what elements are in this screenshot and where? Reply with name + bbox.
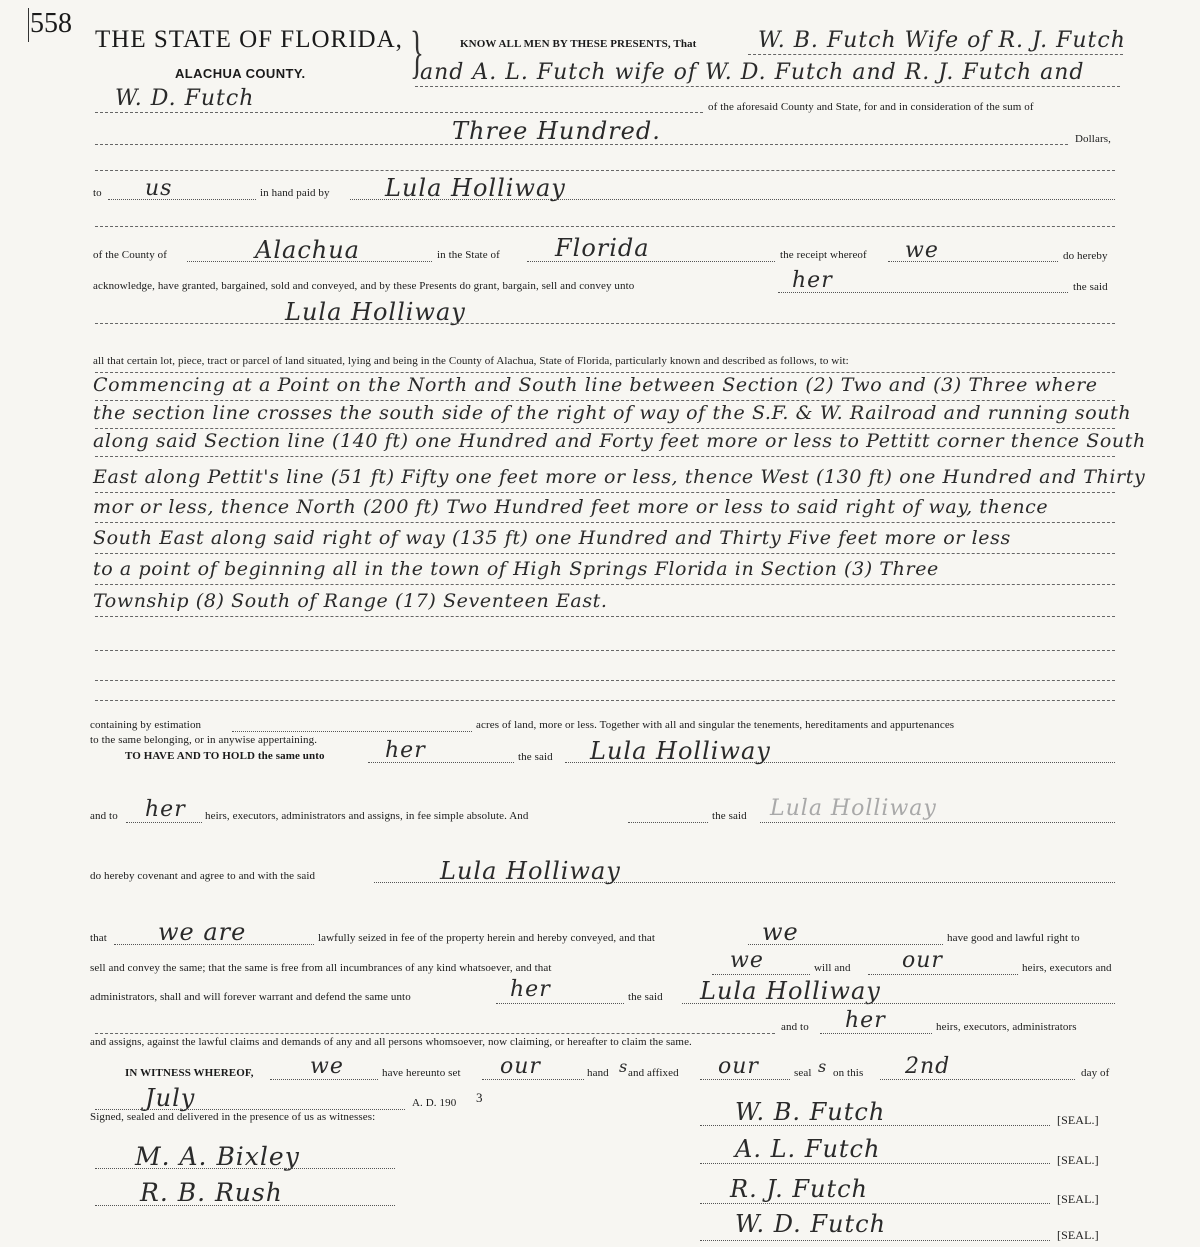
payer-value: Lula Holliway bbox=[385, 174, 566, 202]
underline bbox=[95, 144, 1068, 145]
to-have-label: TO HAVE AND TO HOLD the same unto bbox=[125, 750, 325, 762]
description-line: Township (8) South of Range (17) Seventeen East. bbox=[93, 590, 608, 612]
underline bbox=[95, 112, 703, 113]
underline bbox=[682, 1003, 1115, 1004]
ad-label: A. D. 190 bbox=[412, 1097, 457, 1109]
underline bbox=[700, 1079, 790, 1080]
assigns-text: and assigns, against the lawful claims and demands of any and all persons whomsoever, now claiming, or hereafter to claim the same. bbox=[90, 1036, 692, 1048]
underline bbox=[95, 1168, 395, 1169]
underline bbox=[482, 1079, 584, 1080]
to-have-said-label: the said bbox=[518, 751, 553, 763]
seal-suffix: s bbox=[818, 1057, 828, 1076]
underline bbox=[95, 492, 1115, 493]
and-to-label-2: and to bbox=[781, 1021, 809, 1033]
underline bbox=[95, 1033, 775, 1034]
on-this-label: on this bbox=[833, 1067, 864, 1079]
underline bbox=[778, 292, 1068, 293]
witness-signature: M. A. Bixley bbox=[135, 1142, 300, 1171]
underline bbox=[95, 522, 1115, 523]
day-value: 2nd bbox=[905, 1054, 951, 1079]
to-value: us bbox=[145, 176, 173, 201]
consideration-text: of the aforesaid County and State, for and in consideration of the sum of bbox=[708, 101, 1034, 113]
underline bbox=[628, 822, 708, 823]
underline bbox=[232, 731, 472, 732]
said-label: the said bbox=[1073, 281, 1108, 293]
covenant-label: do hereby covenant and agree to and with the said bbox=[90, 870, 316, 882]
underline bbox=[880, 1079, 1075, 1080]
description-line: Commencing at a Point on the North and South line between Section (2) Two and (3) Three where bbox=[93, 374, 1098, 396]
heirs-text: heirs, executors, administrators and assigns, in fee simple absolute. And bbox=[205, 810, 529, 822]
county-value: Alachua bbox=[255, 236, 360, 264]
and-to-heirs-text: heirs, executors, administrators bbox=[936, 1021, 1077, 1033]
underline bbox=[712, 974, 810, 975]
that-value: we are bbox=[158, 918, 247, 946]
underline bbox=[108, 199, 256, 200]
sell-value-1: we bbox=[730, 948, 764, 973]
description-line: the section line crosses the south side of the right of way of the S.F. & W. Railroad and running south bbox=[93, 402, 1132, 424]
underline bbox=[95, 456, 1115, 457]
underline bbox=[527, 261, 775, 262]
page-number-rule bbox=[28, 8, 30, 42]
underline bbox=[95, 616, 1115, 617]
underline bbox=[95, 1109, 405, 1110]
underline bbox=[368, 762, 514, 763]
that-label: that bbox=[90, 932, 107, 944]
seal-value: our bbox=[718, 1054, 759, 1079]
and-to-value-2: her bbox=[845, 1008, 886, 1033]
sell-value-2: our bbox=[902, 948, 943, 973]
know-all-text: KNOW ALL MEN BY THESE PRESENTS, That bbox=[460, 38, 697, 50]
that-second-value: we bbox=[762, 918, 799, 946]
description-line: to a point of beginning all in the town of High Springs Florida in Section (3) Three bbox=[93, 558, 939, 580]
underline bbox=[700, 1163, 1050, 1164]
month-value: July bbox=[145, 1084, 196, 1112]
belonging-text: to the same belonging, or in anywise appertaining. bbox=[90, 734, 318, 746]
seal-mark: [SEAL.] bbox=[1057, 1192, 1099, 1206]
description-line: mor or less, thence North (200 ft) Two Hundred feet more or less to said right of way, thence bbox=[93, 496, 1049, 518]
underline bbox=[700, 1203, 1050, 1204]
underline bbox=[565, 762, 1115, 763]
in-hand-label: in hand paid by bbox=[260, 187, 330, 199]
land-intro: all that certain lot, piece, tract or parcel of land situated, lying and being in the County of Alachua, State of Florida, particularly known and described as follows, to wit: bbox=[93, 355, 849, 367]
seal-mark: [SEAL.] bbox=[1057, 1113, 1099, 1127]
to-have-said-value: Lula Holliway bbox=[590, 737, 771, 765]
warrant-said-value: Lula Holliway bbox=[700, 977, 881, 1005]
state-label: in the State of bbox=[437, 249, 500, 261]
underline bbox=[95, 553, 1115, 554]
signed-text: Signed, sealed and delivered in the presence of us as witnesses: bbox=[90, 1111, 376, 1123]
amount-value: Three Hundred. bbox=[452, 117, 661, 145]
sell-text: sell and convey the same; that the same is free from all incumbrances of any kind whatsoever, and that bbox=[90, 962, 552, 974]
to-have-value: her bbox=[385, 738, 426, 763]
grantors-line-3: W. D. Futch bbox=[115, 86, 255, 111]
underline bbox=[95, 372, 1115, 373]
covenant-value: Lula Holliway bbox=[440, 857, 621, 885]
will-and-label: will and bbox=[814, 962, 851, 974]
underline bbox=[700, 1125, 1050, 1126]
underline bbox=[820, 1033, 932, 1034]
underline bbox=[187, 261, 432, 262]
underline bbox=[374, 882, 1115, 883]
underline bbox=[748, 54, 1123, 55]
witness-signature: R. B. Rush bbox=[140, 1178, 283, 1207]
grant-text: acknowledge, have granted, bargained, sold and conveyed, and by these Presents do grant, bargain, sell and convey unto bbox=[93, 280, 635, 292]
warrant-text: administrators, shall and will forever warrant and defend the same unto bbox=[90, 991, 411, 1003]
description-line: along said Section line (140 ft) one Hundred and Forty feet more or less to Pettitt corner thence South bbox=[93, 430, 1146, 452]
sell-heirs-text: heirs, executors and bbox=[1022, 962, 1112, 974]
underline bbox=[350, 199, 1115, 200]
containing-label: containing by estimation bbox=[90, 719, 202, 731]
state-value: Florida bbox=[555, 234, 650, 262]
underline bbox=[760, 822, 1115, 823]
state-title: THE STATE OF FLORIDA, bbox=[95, 26, 403, 53]
underline bbox=[888, 261, 1058, 262]
whereof-value: we bbox=[310, 1054, 344, 1079]
heirs-said-label: the said bbox=[712, 810, 747, 822]
underline bbox=[270, 1079, 378, 1080]
of-county-label: of the County of bbox=[93, 249, 168, 261]
grantors-line-2: and A. L. Futch wife of W. D. Futch and R. J. Futch and bbox=[420, 60, 1085, 85]
hereunto-label: have hereunto set bbox=[382, 1067, 461, 1079]
to-label: to bbox=[93, 187, 102, 199]
heirs-said-value: Lula Holliway bbox=[770, 796, 937, 821]
underline bbox=[700, 1240, 1050, 1241]
underline bbox=[114, 944, 314, 945]
grantee-value: Lula Holliway bbox=[285, 298, 466, 326]
seal-mark: [SEAL.] bbox=[1057, 1228, 1099, 1242]
grantors-line-1: W. B. Futch Wife of R. J. Futch bbox=[758, 28, 1126, 53]
grantor-signature: A. L. Futch bbox=[735, 1135, 881, 1163]
dollars-label: Dollars, bbox=[1075, 133, 1111, 145]
grantor-signature: R. J. Futch bbox=[730, 1175, 868, 1203]
hereby-label: do hereby bbox=[1063, 250, 1108, 262]
hand-value: our bbox=[500, 1054, 541, 1079]
hand-suffix: s bbox=[619, 1057, 629, 1076]
title-brace: } bbox=[409, 19, 424, 84]
affixed-label: and affixed bbox=[628, 1067, 679, 1079]
seal-mark: [SEAL.] bbox=[1057, 1153, 1099, 1167]
underline bbox=[95, 584, 1115, 585]
underline bbox=[868, 974, 1018, 975]
underline bbox=[95, 400, 1115, 401]
whereof-label: IN WITNESS WHEREOF, bbox=[125, 1067, 254, 1079]
underline bbox=[95, 700, 1115, 701]
receipt-value: we bbox=[905, 238, 939, 263]
page-number: 558 bbox=[30, 8, 72, 39]
right-text: have good and lawful right to bbox=[947, 932, 1080, 944]
description-line: East along Pettit's line (51 ft) Fifty one feet more or less, thence West (130 ft) one Hundred and Thirty bbox=[93, 466, 1146, 488]
underline bbox=[95, 170, 1115, 171]
grantor-signature: W. D. Futch bbox=[735, 1210, 887, 1238]
seal-label: seal bbox=[794, 1067, 812, 1079]
and-to-value: her bbox=[145, 797, 186, 822]
underline bbox=[95, 428, 1115, 429]
underline bbox=[748, 944, 943, 945]
underline bbox=[126, 822, 202, 823]
underline bbox=[95, 650, 1115, 651]
hand-label: hand bbox=[587, 1067, 609, 1079]
description-line: South East along said right of way (135 ft) one Hundred and Thirty Five feet more or less bbox=[93, 527, 1011, 549]
underline bbox=[496, 1003, 624, 1004]
underline bbox=[95, 323, 1115, 324]
underline bbox=[95, 226, 1115, 227]
warrant-said-label: the said bbox=[628, 991, 663, 1003]
lawfully-text: lawfully seized in fee of the property herein and hereby conveyed, and that bbox=[318, 932, 656, 944]
ad-year-digit: 3 bbox=[476, 1090, 483, 1105]
underline bbox=[415, 86, 1120, 87]
and-to-label: and to bbox=[90, 810, 118, 822]
county-label: ALACHUA COUNTY. bbox=[175, 66, 306, 81]
grantor-signature: W. B. Futch bbox=[735, 1098, 886, 1126]
day-of-label: day of bbox=[1081, 1067, 1110, 1079]
underline bbox=[95, 680, 1115, 681]
receipt-label: the receipt whereof bbox=[780, 249, 867, 261]
acres-text: acres of land, more or less. Together with all and singular the tenements, hereditaments and appurtenances bbox=[476, 719, 955, 731]
underline bbox=[95, 1205, 395, 1206]
warrant-value: her bbox=[510, 977, 551, 1002]
unto-value: her bbox=[792, 268, 833, 293]
